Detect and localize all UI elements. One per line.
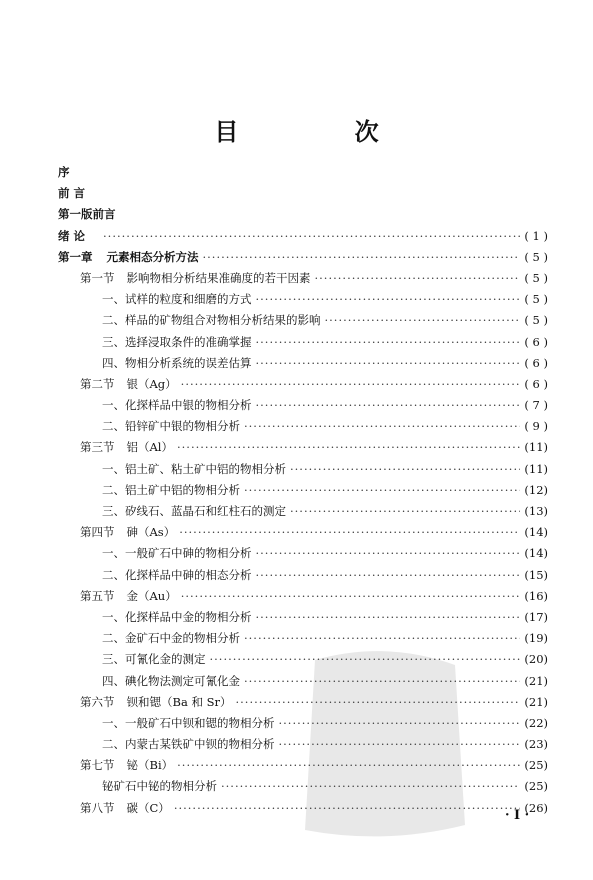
toc-entry-title	[102, 609, 252, 625]
dot-leader	[256, 335, 521, 349]
toc-entry-title	[102, 778, 217, 794]
toc-entry-title	[102, 418, 240, 434]
toc-entry-title	[102, 630, 240, 646]
toc-entry-title	[102, 334, 252, 350]
toc-page-number: (20)	[524, 652, 548, 667]
toc-page-number: ( 6 )	[524, 376, 548, 391]
dot-leader	[290, 504, 520, 518]
toc-entry	[58, 185, 548, 206]
toc-entry-number: 第七节	[80, 758, 115, 773]
toc-entry-number: 第五节	[80, 588, 115, 603]
toc-entry-title	[102, 461, 286, 477]
toc-entry-title	[102, 673, 240, 689]
dot-leader	[256, 292, 521, 306]
dot-leader	[256, 398, 521, 412]
toc-entry-label: 二、样品的矿物组合对物相分析结果的影响	[102, 313, 321, 328]
toc-entry-title	[80, 376, 177, 392]
toc-entry-title	[102, 291, 252, 307]
toc-entry-number: 第三节	[80, 440, 115, 455]
toc-entry	[58, 270, 548, 291]
toc-page-number: (14)	[524, 546, 548, 561]
toc-entry-title	[80, 270, 311, 286]
toc-page-number: ( 7 )	[524, 398, 548, 413]
toc-entry-title	[102, 312, 321, 328]
dot-leader	[179, 525, 520, 539]
toc-entry-title	[102, 545, 252, 561]
toc-entry-title	[102, 651, 206, 667]
toc-entry-label: 三、矽线石、蓝晶石和红柱石的测定	[102, 504, 286, 518]
toc-entry-title	[80, 757, 173, 773]
toc-entry-label: 铋矿石中铋的物相分析	[102, 779, 217, 794]
toc-entry-number: 绪 论	[58, 228, 86, 243]
toc-entry	[58, 439, 548, 460]
toc-entry-label: 三、选择浸取条件的准确掌握	[102, 334, 252, 349]
toc-entry-label: 碳（C）	[126, 800, 170, 815]
dot-leader	[256, 546, 521, 560]
watermark-seal	[300, 640, 470, 850]
toc-entry-label: 一、一般矿石中钡和锶的物相分析	[102, 715, 275, 730]
toc-entry-title	[102, 397, 252, 413]
toc-entry	[58, 355, 548, 376]
toc-entry	[58, 249, 548, 270]
toc-page-number: (21)	[524, 694, 548, 709]
toc-page-number: ( 6 )	[524, 355, 548, 370]
toc-page-number: (19)	[524, 631, 548, 646]
toc-entry-title	[102, 503, 286, 519]
toc-entry-label: 一、化探样品中银的物相分析	[102, 398, 252, 413]
toc-entry-label: 银（Ag）	[126, 376, 177, 391]
toc-entry-label: 一、铝土矿、粘土矿中铝的物相分析	[102, 461, 286, 476]
toc-entry-label: 二、金矿石中金的物相分析	[102, 631, 240, 646]
toc-entry-number: 第六节	[80, 694, 115, 709]
toc-entry-label: 四、碘化物法测定可氰化金	[102, 673, 240, 688]
toc-entry-label: 二、铅锌矿中银的物相分析	[102, 419, 240, 434]
toc-entry-title	[80, 439, 173, 455]
toc-entry-label: 前 言	[58, 186, 86, 201]
toc-entry-label: 二、内蒙古某铁矿中钡的物相分析	[102, 737, 275, 752]
toc-entry	[58, 609, 548, 630]
dot-leader	[244, 483, 520, 497]
toc-entry-title	[58, 206, 116, 222]
toc-page-number: (14)	[524, 525, 548, 540]
toc-entry-title	[102, 567, 252, 583]
toc-page-number: (12)	[524, 482, 548, 497]
toc-page-number: ( 5 )	[524, 249, 548, 264]
toc-entry	[58, 334, 548, 355]
toc-entry-label: 二、铝土矿中铝的物相分析	[102, 482, 240, 497]
toc-entry-title	[58, 228, 99, 244]
toc-entry-label: 第一版前言	[58, 207, 116, 222]
toc-entry	[58, 376, 548, 397]
toc-entry-title	[80, 588, 177, 604]
toc-entry-label: 影响物相分析结果准确度的若干因素	[126, 270, 311, 285]
toc-entry-label: 元素相态分析方法	[106, 249, 199, 264]
dot-leader	[256, 610, 521, 624]
toc-entry	[58, 206, 548, 227]
toc-entry	[58, 461, 548, 482]
toc-entry-title	[102, 715, 275, 731]
dot-leader	[203, 250, 521, 264]
toc-entry-title	[80, 524, 175, 540]
toc-entry	[58, 524, 548, 545]
toc-entry-number: 第八节	[80, 800, 115, 815]
toc-page-number: ( 9 )	[524, 419, 548, 434]
toc-entry-number: 第一节	[80, 270, 115, 285]
dot-leader	[181, 377, 521, 391]
toc-entry	[58, 397, 548, 418]
toc-entry	[58, 228, 548, 249]
toc-entry	[58, 291, 548, 312]
toc-entry	[58, 503, 548, 524]
page-number: · I ·	[505, 808, 530, 823]
dot-leader	[325, 313, 521, 327]
toc-page-number: (25)	[524, 758, 548, 773]
toc-entry	[58, 567, 548, 588]
toc-page-number: (23)	[524, 737, 548, 752]
page-title: 目 次	[214, 118, 433, 146]
toc-page-number: (16)	[524, 588, 548, 603]
toc-entry	[58, 418, 548, 439]
toc-entry-label: 序	[58, 165, 70, 179]
toc-entry-number: 第一章	[58, 249, 93, 264]
toc-entry-label: 金（Au）	[126, 588, 177, 603]
toc-entry-title	[102, 355, 252, 371]
toc-entry-title	[58, 185, 85, 201]
toc-page-number: ( 1 )	[524, 228, 548, 243]
toc-page-number: (11)	[524, 440, 548, 455]
toc-entry-label: 铋（Bi）	[126, 758, 174, 773]
toc-page-number: ( 5 )	[524, 292, 548, 307]
dot-leader	[290, 462, 520, 476]
toc-page-number: ( 5 )	[524, 313, 548, 328]
dot-leader	[181, 589, 521, 603]
toc-entry-title	[58, 164, 70, 180]
toc-page-number: (15)	[524, 567, 548, 582]
toc-entry-title	[102, 482, 240, 498]
toc-entry-number: 第四节	[80, 525, 115, 540]
toc-entry-title	[102, 736, 275, 752]
toc-entry-title	[58, 249, 199, 265]
toc-page-number: (25)	[524, 779, 548, 794]
toc-page-number: (26)	[524, 800, 548, 815]
toc-entry-label: 砷（As）	[126, 525, 176, 540]
toc-entry-title	[80, 800, 170, 816]
toc-entry-label: 一、试样的粒度和细磨的方式	[102, 292, 252, 307]
toc-entry-number: 第二节	[80, 376, 115, 391]
toc-page-number: (17)	[524, 609, 548, 624]
dot-leader	[256, 568, 521, 582]
toc-entry-title	[80, 694, 232, 710]
toc-page-number: ( 5 )	[524, 270, 548, 285]
toc-entry	[58, 545, 548, 566]
toc-entry-label: 一、化探样品中金的物相分析	[102, 609, 252, 624]
toc-entry-label: 铝（Al）	[126, 440, 173, 455]
toc-page-number: (22)	[524, 715, 548, 730]
toc-page-number: ( 6 )	[524, 334, 548, 349]
toc-entry-label: 钡和锶（Ba 和 Sr）	[126, 694, 232, 709]
toc-entry	[58, 588, 548, 609]
toc-entry	[58, 164, 548, 185]
toc-entry	[58, 312, 548, 333]
dot-leader	[244, 419, 520, 433]
toc-entry-label: 二、化探样品中砷的相态分析	[102, 567, 252, 582]
toc-entry-label: 一、一般矿石中砷的物相分析	[102, 546, 252, 561]
toc-entry	[58, 482, 548, 503]
dot-leader	[177, 440, 520, 454]
dot-leader	[103, 229, 520, 243]
toc-entry-label: 三、可氰化金的测定	[102, 652, 206, 667]
toc-page-number: (11)	[524, 461, 548, 476]
dot-leader	[256, 356, 521, 370]
toc-page-number: (13)	[524, 504, 548, 518]
toc-entry-label: 四、物相分析系统的误差估算	[102, 355, 252, 370]
toc-page-number: (21)	[524, 673, 548, 688]
dot-leader	[315, 271, 521, 285]
